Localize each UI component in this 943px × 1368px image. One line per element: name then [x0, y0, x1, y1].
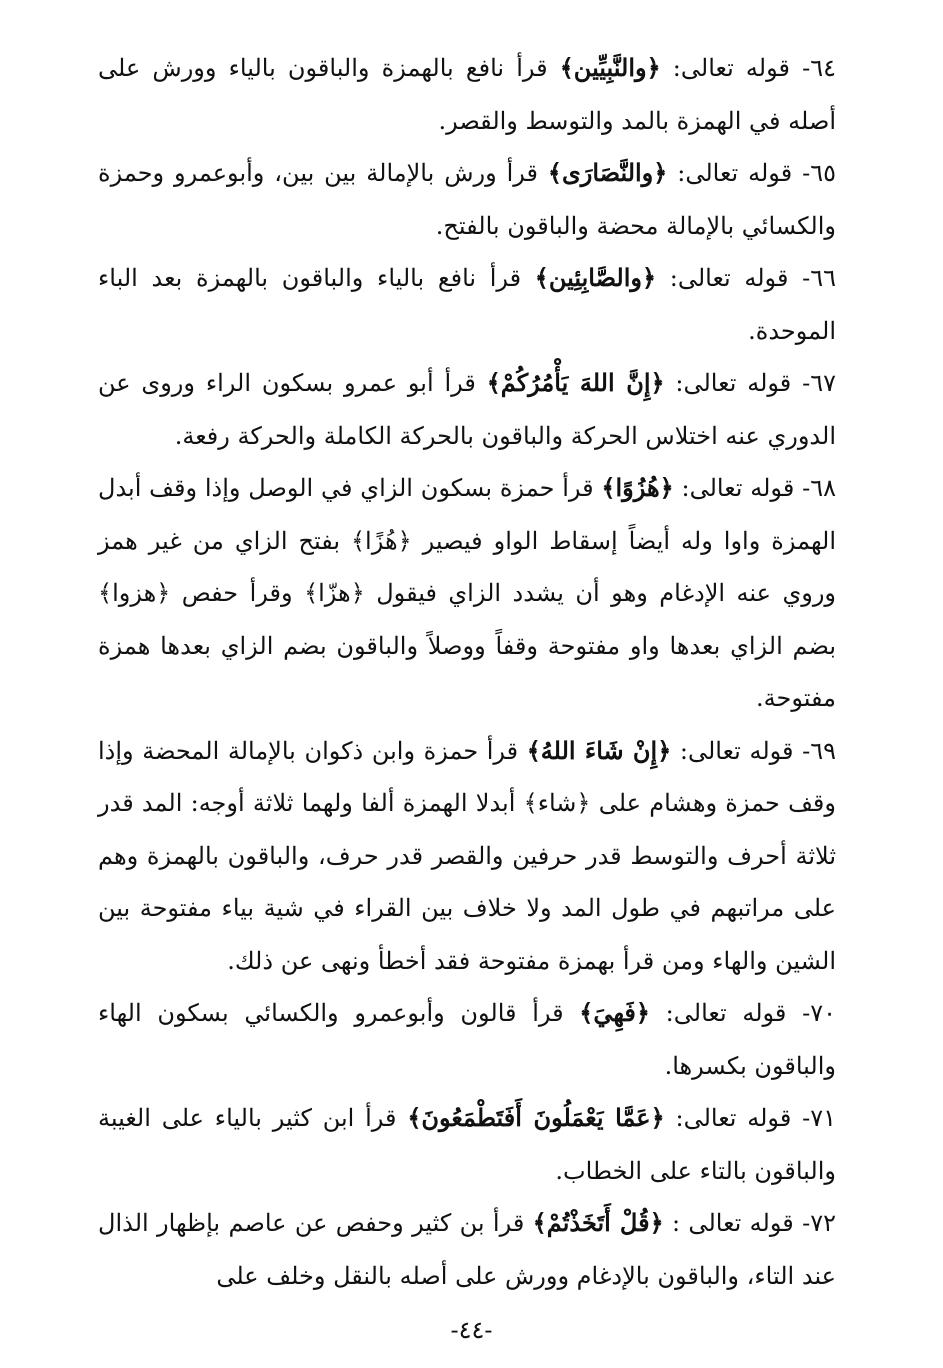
quran-word: إِنْ شَاءَ اللهُ [540, 735, 658, 765]
quran-bracket-close: ﴾ [534, 263, 549, 292]
entry-intro: - قوله تعالى: [671, 736, 811, 765]
quran-bracket-close: ﴾ [547, 158, 562, 187]
entry-65 [98, 147, 836, 252]
quran-bracket-open: ﴿ [659, 473, 674, 502]
quran-bracket-open: ﴿ [650, 368, 665, 397]
quran-bracket-close: ﴾ [526, 735, 541, 765]
entry-intro: - قوله تعالى: [656, 264, 811, 292]
entry-number: ٧١ [810, 1104, 837, 1132]
quran-bracket-close: ﴾ [486, 368, 501, 397]
quran-word: والنَّصَارَى [561, 158, 654, 187]
quran-bracket-close: ﴾ [579, 998, 594, 1027]
entry-67 [98, 357, 836, 462]
entry-66 [98, 252, 836, 357]
quran-bracket-open: ﴿ [657, 735, 672, 765]
entry-intro: - قوله تعالى: [664, 369, 811, 397]
entry-text: قرأ نافع بالياء والباقون بالهمزة بعد الباء الموحدة. [98, 264, 836, 345]
entry-number: ٦٧ [810, 369, 836, 397]
entry-number: ٦٦ [810, 264, 836, 292]
quran-bracket-open: ﴿ [650, 1103, 665, 1132]
entry-text: قرأ حمزة بسكون الزاي في الوصل وإذا وقف أبدل الهمزة واوا وله أيضاً إسقاط الواو فيصير ﴿هُزًا﴾ بفتح الزاي من غير همز وروي عنه الإدغام وهو أن يشدد الزاي فيقول ﴿هزّا﴾ وقرأ حفص ﴿هزوا﴾ بضم الزاي بعدها واو مفتوحة وقفاً ووصلاً والباقون بضم الزاي بعدها همزة مفتوحة. [98, 474, 837, 712]
page-body [98, 42, 836, 1302]
entry-number: ٦٤ [810, 54, 836, 82]
entry-number: ٦٥ [810, 159, 836, 187]
entry-68 [98, 462, 836, 725]
quran-word: والصَّابِئِين [548, 263, 642, 292]
entry-text: قرأ ابن كثير بالياء على الغيبة والباقون بالتاء على الخطاب. [98, 1104, 836, 1185]
entry-number: ٧٢ [810, 1209, 836, 1237]
quran-word: هُزُوًا [615, 473, 660, 502]
quran-bracket-open: ﴿ [649, 1208, 664, 1237]
entry-64 [98, 42, 836, 147]
quran-bracket-close: ﴾ [601, 473, 616, 502]
entry-72 [98, 1197, 836, 1302]
entry-text: قرأ قالون وأبوعمرو والكسائي بسكون الهاء والباقون بكسرها. [98, 999, 836, 1080]
quran-bracket-close: ﴾ [532, 1208, 547, 1237]
entry-number: ٧٠ [810, 999, 836, 1027]
entry-71 [98, 1092, 836, 1197]
quran-bracket-open: ﴿ [646, 53, 661, 82]
entry-text: قرأ نافع بالهمزة والباقون بالياء وورش على أصله في الهمزة بالمد والتوسط والقصر. [98, 54, 836, 135]
quran-word: فَهِيَ [593, 998, 636, 1027]
quran-bracket-open: ﴿ [653, 158, 668, 187]
entry-intro: - قوله تعالى: [664, 1104, 811, 1132]
entry-number: ٦٩ [810, 736, 836, 765]
quran-bracket-close: ﴾ [559, 53, 574, 82]
quran-word: والنَّبِيِّين [573, 53, 647, 82]
entry-text: قرأ ورش بالإمالة بين بين، وأبوعمرو وحمزة والكسائي بالإمالة محضة والباقون بالفتح. [98, 159, 836, 240]
quran-word: قُلْ أَتَخَذْتُمْ [546, 1208, 650, 1237]
quran-bracket-close: ﴾ [407, 1103, 422, 1132]
quran-bracket-open: ﴿ [635, 998, 650, 1027]
quran-word: عَمَّا يَعْمَلُونَ أَفَتَطْمَعُونَ [421, 1103, 651, 1132]
entry-intro: - قوله تعالى: [673, 474, 811, 502]
quran-bracket-open: ﴿ [642, 263, 657, 292]
quran-word: إِنَّ اللهَ يَأْمُرُكُمْ [500, 368, 651, 397]
entry-69 [98, 725, 836, 988]
entry-intro: - قوله تعالى : [663, 1209, 811, 1237]
entry-intro: - قوله تعالى: [660, 54, 811, 82]
entry-intro: - قوله تعالى: [667, 159, 811, 187]
entry-number: ٦٨ [810, 474, 836, 502]
entry-text: قرأ بن كثير وحفص عن عاصم بإظهار الذال عند التاء، والباقون بالإدغام وورش على أصله بالنقل وخلف على [98, 1209, 836, 1290]
entry-text: قرأ أبو عمرو بسكون الراء وروى عن الدوري عنه اختلاس الحركة والباقون بالحركة الكاملة والحركة رفعة. [98, 369, 836, 450]
entry-intro: - قوله تعالى: [649, 999, 811, 1027]
entry-text: قرأ حمزة وابن ذكوان بالإمالة المحضة وإذا وقف حمزة وهشام على ﴿شاء﴾ أبدلا الهمزة ألفا ولهما ثلاثة أوجه: المد قدر ثلاثة أحرف والتوسط قدر حرفين والقصر قدر حرف، والباقون بالهمزة وهم على مراتبهم في طول المد ولا خلاف بين القراء في شية بياء مفتوحة بين الشين والهاء ومن قرأ بهمزة مفتوحة فقد أخطأ ونهى عن ذلك. [98, 736, 836, 975]
entry-70 [98, 987, 836, 1092]
page-number: -٤٤- [450, 1316, 493, 1344]
